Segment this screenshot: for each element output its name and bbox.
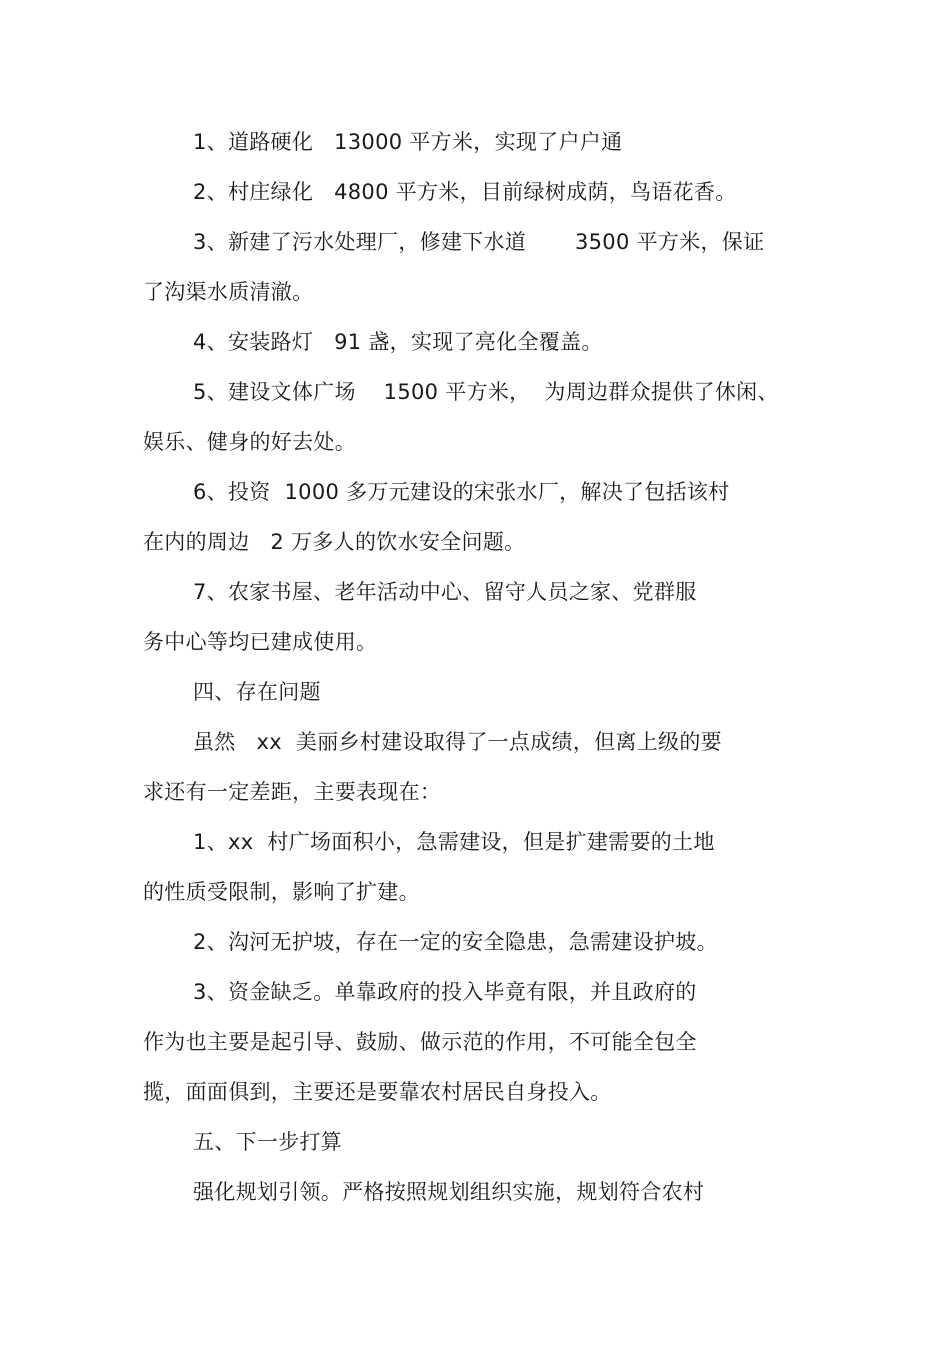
item-road-hardening: 1、道路硬化 13000 平方米，实现了户户通 xyxy=(193,130,623,154)
item-facilities-cont: 务中心等均已建成使用。 xyxy=(143,630,378,654)
item-waterworks-cont: 在内的周边 2 万多人的饮水安全问题。 xyxy=(143,530,526,554)
item-street-lights: 4、安装路灯 91 盏，实现了亮化全覆盖。 xyxy=(193,330,603,354)
item-waterworks: 6、投资 1000 多万元建设的宋张水厂，解决了包括该村 xyxy=(193,480,730,504)
item-sewage-plant-cont: 了沟渠水质清澈。 xyxy=(143,280,314,304)
item-village-greening: 2、村庄绿化 4800 平方米，目前绿树成荫，鸟语花香。 xyxy=(193,180,737,204)
item-culture-plaza: 5、建设文体广场 1500 平方米， 为周边群众提供了休闲、 xyxy=(193,380,779,404)
problem-funding-cont-1: 作为也主要是起引导、鼓励、做示范的作用，不可能全包全 xyxy=(143,1030,697,1054)
problem-funding: 3、资金缺乏。单靠政府的投入毕竟有限，并且政府的 xyxy=(193,980,697,1004)
item-facilities: 7、农家书屋、老年活动中心、留守人员之家、党群服 xyxy=(193,580,697,604)
section-heading-problems: 四、存在问题 xyxy=(193,680,321,704)
problem-plaza-area-cont: 的性质受限制，影响了扩建。 xyxy=(143,880,420,904)
paragraph-problems-intro-cont: 求还有一定差距，主要表现在： xyxy=(143,780,442,804)
paragraph-planning: 强化规划引领。严格按照规划组织实施，规划符合农村 xyxy=(193,1180,705,1204)
section-heading-next-steps: 五、下一步打算 xyxy=(193,1130,343,1154)
problem-revetment: 2、沟河无护坡，存在一定的安全隐患，急需建设护坡。 xyxy=(193,930,718,954)
problem-plaza-area: 1、xx 村广场面积小，急需建设，但是扩建需要的土地 xyxy=(193,830,715,854)
paragraph-problems-intro: 虽然 xx 美丽乡村建设取得了一点成绩，但离上级的要 xyxy=(193,730,722,754)
problem-funding-cont-2: 揽，面面俱到，主要还是要靠农村居民自身投入。 xyxy=(143,1080,612,1104)
item-sewage-plant: 3、新建了污水处理厂，修建下水道 3500 平方米，保证 xyxy=(193,230,765,254)
item-culture-plaza-cont: 娱乐、健身的好去处。 xyxy=(143,430,356,454)
